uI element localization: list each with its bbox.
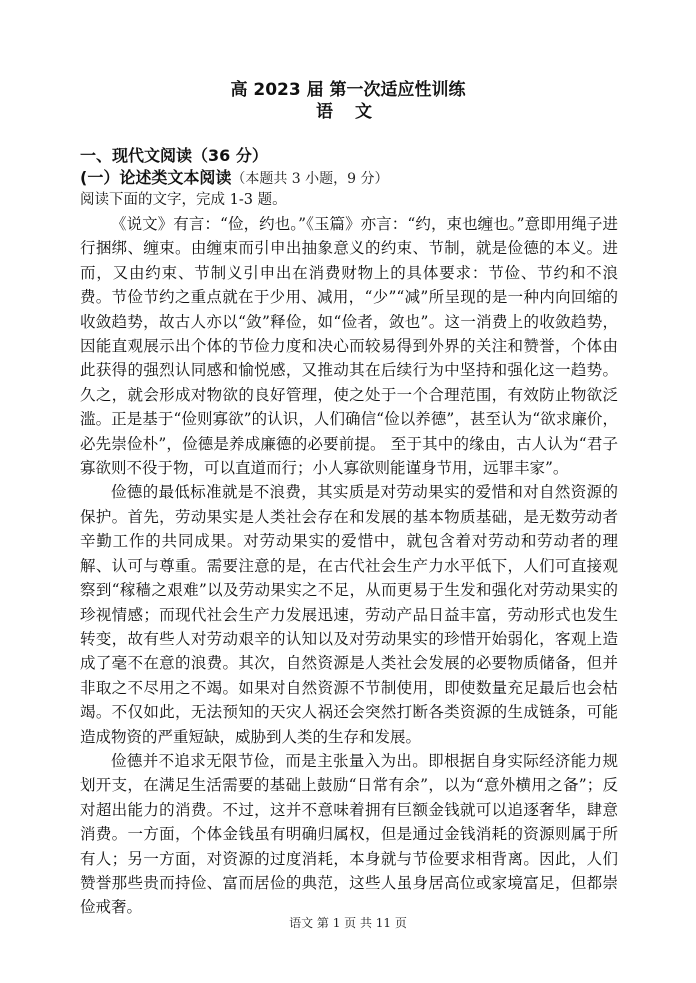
section-heading: 一、现代文阅读（36 分） (80, 146, 268, 165)
subsection-heading (80, 168, 389, 189)
reading-instruction: 阅读下面的文字，完成 1-3 题。 (80, 192, 287, 208)
article-body (80, 212, 618, 920)
paragraph: 俭德的最低标准就是不浪费，其实质是对劳动果实的爱惜和对自然资源的保护。首先，劳动果实是人类社会存在和发展的基本物质基础，是无数劳动者辛勤工作的共同成果。对劳动果实的爱惜中，就包含着对劳动和劳动者的理解、认可与尊重。需要注意的是，在古代社会生产力水平低下，人们可直接观察到“稼穑之艰难”以及劳动果实之不足，从而更易于生发和强化对劳动果实的珍视情感；而现代社会生产力发展迅速，劳动产品日益丰富，劳动形式也发生转变，故有些人对劳动艰辛的认知以及对劳动果实的珍惜开始弱化，客观上造成了毫不在意的浪费。其次，自然资源是人类社会发展的必要物质储备，但并非取之不尽用之不竭。如果对自然资源不节制使用，即使数量充足最后也会枯竭。不仅如此，无法预知的天灾人祸还会突然打断各类资源的生成链条，可能造成物资的严重短缺，威胁到人类的生存和发展。 (80, 483, 618, 746)
paragraph: 《说文》有言：“俭，约也。”《玉篇》亦言：“约，束也缠也。”意即用绳子进行捆绑、缠束。由缠束而引申出抽象意义的约束、节制，就是俭德的本义。进而，又由约束、节制义引申出在消费财物上的具体要求：节俭、节约和不浪费。节俭节约之重点就在于少用、减用，“少”“减”所呈现的是一种内向回缩的收敛趋势，故古人亦以“敛”释俭，如“俭者，敛也”。这一消费上的收敛趋势，因能直观展示出个体的节俭力度和决心而较易得到外界的关注和赞誉，个体由此获得的强烈认同感和愉悦感，又推动其在后续行为中坚持和强化这一趋势。久之，就会形成对物欲的良好管理，使之处于一个合理范围，有效防止物欲泛滥。正是基于“俭则寡欲”的认识，人们确信“俭以养德”，甚至认为“欲求廉价，必先崇俭朴”，俭德是养成廉德的必要前提。 至于其中的缘由，古人认为“君子寡欲则不役于物，可以直道而行；小人寡欲则能谨身节用，远罪丰家”。 (80, 215, 618, 478)
exam-title: 高 2023 届 第一次适应性训练 (230, 80, 466, 100)
subject-title: 语 文 (316, 102, 380, 122)
page-footer: 语文 第 1 页 共 11 页 (289, 916, 407, 930)
subsection-note: （本题共 3 小题，9 分） (231, 171, 389, 187)
subsection-title: (一）论述类文本阅读 (80, 168, 232, 187)
paragraph: 俭德并不追求无限节俭，而是主张量入为出。即根据自身实际经济能力规划开支，在满足生活需要的基础上鼓励“日常有余”，以为“意外横用之备”；反对超出能力的消费。不过，这并不意味着拥有巨额金钱就可以追逐奢华，肆意消费。一方面，个体金钱虽有明确归属权，但是通过金钱消耗的资源则属于所有人；另一方面，对资源的过度消耗，本身就与节俭要求相背离。因此，人们赞誉那些贵而持俭、富而居俭的典范，这些人虽身居高位或家境富足，但都崇俭戒奢。 (80, 751, 618, 917)
